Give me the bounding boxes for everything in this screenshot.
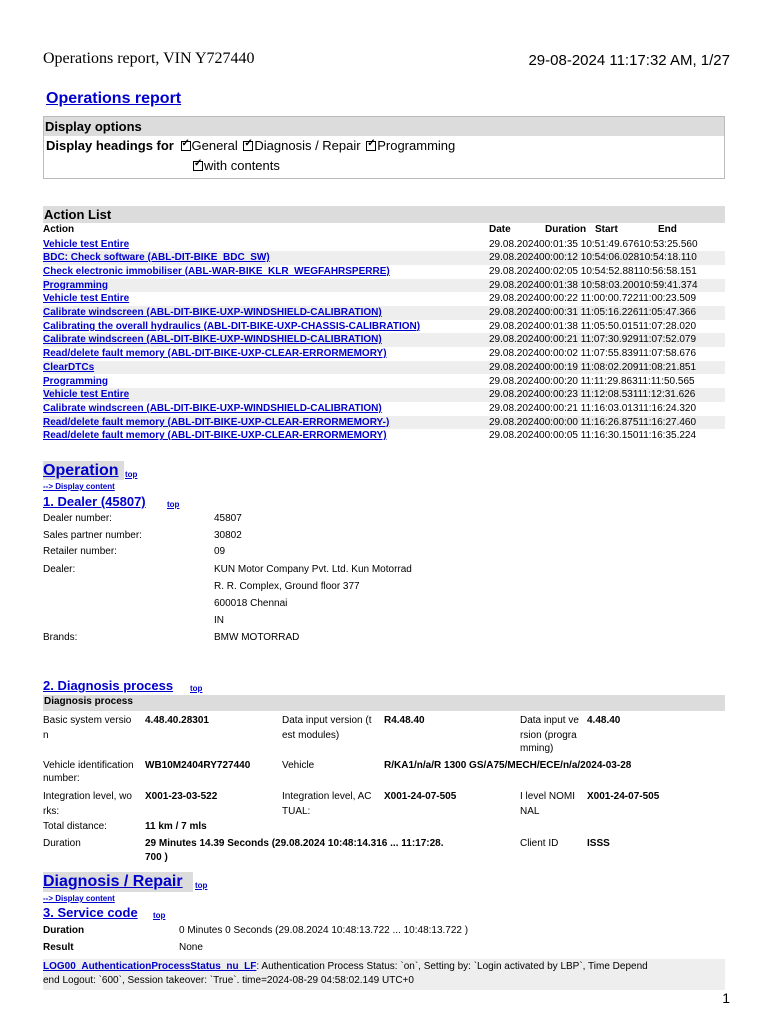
with-contents-checkbox[interactable] <box>193 161 203 171</box>
action-date-duration-start-end: 29.08.202400:00:22 11:00:00.72211:00:23.509 <box>489 293 697 305</box>
diag-repair-display-content-link[interactable]: --> Display content <box>43 894 115 903</box>
service-result-label: Result <box>43 942 74 953</box>
integration-works-label-1: Integration level, wo <box>43 791 132 802</box>
brands-value: BMW MOTORRAD <box>214 632 300 643</box>
duration-label: Duration <box>43 838 81 849</box>
table-row <box>43 320 725 334</box>
programming-checkbox[interactable] <box>366 141 376 151</box>
service-duration-label: Duration <box>43 925 85 936</box>
integration-works-value: X001-23-03-522 <box>145 791 218 802</box>
page-number: 1 <box>722 990 730 1006</box>
diagnosis-process-top-link[interactable]: top <box>190 684 203 693</box>
display-options-heading: Display options <box>44 117 724 136</box>
service-duration-value: 0 Minutes 0 Seconds (29.08.2024 10:48:13.722 ... 10:48:13.722 ) <box>179 925 469 936</box>
action-link[interactable]: Read/delete fault memory (ABL-DIT-BIKE-UXP-CLEAR-ERRORMEMORY) <box>43 348 387 360</box>
action-link[interactable]: Check electronic immobiliser (ABL-WAR-BIKE_KLR_WEGFAHRSPERRE) <box>43 265 390 277</box>
data-input-label-2: est modules) <box>282 730 340 741</box>
action-date-duration-start-end: 29.08.202400:00:19 11:08:02.20911:08:21.851 <box>489 361 697 373</box>
integration-actual-value: X001-24-07-505 <box>384 791 457 802</box>
data-input-prog-label-1: Data input ve <box>520 715 579 726</box>
table-row <box>43 265 725 279</box>
diag-repair-top-link[interactable]: top <box>195 881 208 890</box>
action-link[interactable]: Calibrate windscreen (ABL-DIT-BIKE-UXP-WINDSHIELD-CALIBRATION) <box>43 334 382 346</box>
col-end: End <box>658 224 677 235</box>
action-date-duration-start-end: 29.08.202400:00:20 11:11:29.86311:11:50.565 <box>489 375 695 387</box>
service-code-title[interactable]: 3. Service code <box>43 905 138 920</box>
action-link[interactable]: Calibrating the overall hydraulics (ABL-DIT-BIKE-UXP-CHASSIS-CALIBRATION) <box>43 320 421 332</box>
data-input-prog-value: 4.48.40 <box>587 715 621 726</box>
action-date-duration-start-end: 29.08.202400:00:23 11:12:08.53111:12:31.626 <box>489 389 696 401</box>
col-date: Date <box>489 224 511 235</box>
vehicle-label: Vehicle <box>282 760 315 771</box>
sales-partner-value: 30802 <box>214 530 242 541</box>
action-date-duration-start-end: 29.08.202400:02:05 10:54:52.88110:56:58.151 <box>489 265 697 277</box>
data-input-prog-label-3: mming) <box>520 743 554 754</box>
action-date-duration-start-end: 29.08.202400:01:35 10:51:49.67610:53:25.560 <box>489 238 698 250</box>
dealer-name-value: KUN Motor Company Pvt. Ltd. Kun Motorrad <box>214 564 412 575</box>
action-date-duration-start-end: 29.08.202400:01:38 11:05:50.01511:07:28.020 <box>489 320 697 332</box>
table-row <box>43 429 725 443</box>
duration-value-line1: 29 Minutes 14.39 Seconds (29.08.2024 10:48:14.316 ... 11:17:28. <box>145 838 444 849</box>
vin-label-1: Vehicle identification <box>43 760 134 771</box>
action-date-duration-start-end: 29.08.202400:00:00 11:16:26.87511:16:27.460 <box>489 416 697 428</box>
service-result-value: None <box>179 942 203 953</box>
integration-works-label-2: rks: <box>43 806 60 817</box>
action-link[interactable]: Read/delete fault memory (ABL-DIT-BIKE-UXP-CLEAR-ERRORMEMORY-) <box>43 416 390 428</box>
data-input-value: R4.48.40 <box>384 715 425 726</box>
table-row <box>43 361 725 375</box>
option-with-contents[interactable]: ✓with contents <box>193 158 280 173</box>
retailer-number-label: Retailer number: <box>43 546 117 557</box>
action-list-columns <box>43 223 725 237</box>
service-code-top-link[interactable]: top <box>153 911 166 920</box>
operation-top-link[interactable]: top <box>125 470 138 479</box>
basic-system-label-2: n <box>43 730 49 741</box>
display-headings-label: Display headings for <box>46 138 174 153</box>
action-list-heading: Action List <box>43 206 725 223</box>
total-distance-label: Total distance: <box>43 821 107 832</box>
report-header-title: Operations report, VIN Y727440 <box>43 50 255 67</box>
table-row <box>43 292 725 306</box>
table-row <box>43 279 725 293</box>
general-checkbox[interactable] <box>181 141 191 151</box>
table-row <box>43 375 725 389</box>
operation-display-content-link[interactable]: --> Display content <box>43 482 115 491</box>
table-row <box>43 306 725 320</box>
action-date-duration-start-end: 29.08.202400:00:31 11:05:16.22611:05:47.366 <box>489 307 697 318</box>
dealer-city-line: 600018 Chennai <box>214 598 288 609</box>
action-date-duration-start-end: 29.08.202400:00:21 11:16:03.01311:16:24.320 <box>489 402 697 414</box>
action-link[interactable]: Read/delete fault memory (ABL-DIT-BIKE-UXP-CLEAR-ERRORMEMORY) <box>43 430 387 442</box>
diagnosis-process-bar: Diagnosis process <box>43 695 725 711</box>
action-date-duration-start-end: 29.08.202400:00:12 10:54:06.02810:54:18.110 <box>489 252 697 264</box>
log-entry-text1: : Authentication Process Status: `on`, Setting by: `Login activated by LBP`, Time Depend <box>256 961 648 972</box>
log-entry-line1 <box>43 961 648 972</box>
table-row <box>43 388 725 402</box>
brands-label: Brands: <box>43 632 78 643</box>
operation-title[interactable]: Operation <box>43 462 119 479</box>
total-distance-value: 11 km / 7 mls <box>145 821 207 832</box>
diagnosis-repair-checkbox[interactable] <box>243 141 253 151</box>
action-date-duration-start-end: 29.08.202400:00:05 11:16:30.15011:16:35.224 <box>489 430 697 442</box>
action-link[interactable]: BDC: Check software (ABL-DIT-BIKE_BDC_SW) <box>43 252 270 264</box>
dealer-section-title[interactable]: 1. Dealer (45807) <box>43 494 146 509</box>
action-link[interactable]: Programming <box>43 375 109 387</box>
action-date-duration-start-end: 29.08.202400:00:02 11:07:55.83911:07:58.676 <box>489 348 697 360</box>
sales-partner-label: Sales partner number: <box>43 530 142 541</box>
table-row <box>43 416 725 430</box>
ilevel-nominal-label-2: NAL <box>520 806 540 817</box>
table-row <box>43 251 725 265</box>
table-row <box>43 238 725 252</box>
action-date-duration-start-end: 29.08.202400:01:38 10:58:03.20010:59:41.374 <box>489 279 698 291</box>
action-link[interactable]: Vehicle test Entire <box>43 293 130 305</box>
dealer-top-link[interactable]: top <box>167 500 180 509</box>
action-link[interactable]: Vehicle test Entire <box>43 389 130 401</box>
client-id-value: ISSS <box>587 838 610 849</box>
retailer-number-value: 09 <box>214 546 226 557</box>
basic-system-value: 4.48.40.28301 <box>145 715 209 726</box>
vehicle-value: R/KA1/n/a/R 1300 GS/A75/MECH/ECE/n/a/2024-03-28 <box>384 760 632 771</box>
table-row <box>43 333 725 347</box>
dealer-label: Dealer: <box>43 564 76 575</box>
dealer-number-label: Dealer number: <box>43 513 112 524</box>
col-duration: Duration <box>545 224 587 235</box>
dealer-address-line: R. R. Complex, Ground floor 377 <box>214 581 360 592</box>
diag-repair-title[interactable]: Diagnosis / Repair <box>43 873 183 890</box>
table-row <box>43 347 725 361</box>
basic-system-label-1: Basic system versio <box>43 715 132 726</box>
dealer-country-line: IN <box>214 615 224 626</box>
option-diagnosis-repair[interactable]: ✓ Diagnosis / Repair <box>243 138 360 153</box>
action-date-duration-start-end: 29.08.202400:00:21 11:07:30.92911:07:52.079 <box>489 334 697 346</box>
log-entry-link[interactable]: LOG00_AuthenticationProcessStatus_nu_LF <box>43 961 257 972</box>
option-programming[interactable]: ✓ Programming <box>366 138 455 153</box>
diagnosis-process-title[interactable]: 2. Diagnosis process <box>43 678 174 693</box>
option-general[interactable]: ✓ General <box>181 138 238 153</box>
report-header-date-page: 29-08-2024 11:17:32 AM, 1/27 <box>528 52 730 69</box>
col-action: Action <box>43 224 75 235</box>
action-link[interactable]: Calibrate windscreen (ABL-DIT-BIKE-UXP-WINDSHIELD-CALIBRATION) <box>43 307 382 318</box>
data-input-label-1: Data input version (t <box>282 715 372 726</box>
vin-label-2: number: <box>43 773 80 784</box>
duration-value-line2: 700 ) <box>145 852 168 863</box>
table-row <box>43 402 725 416</box>
action-link[interactable]: Programming <box>43 279 109 291</box>
ilevel-nominal-value: X001-24-07-505 <box>587 791 660 802</box>
data-input-prog-label-2: rsion (progra <box>520 730 577 741</box>
action-link[interactable]: Vehicle test Entire <box>43 238 130 250</box>
action-link[interactable]: Calibrate windscreen (ABL-DIT-BIKE-UXP-WINDSHIELD-CALIBRATION) <box>43 402 382 414</box>
col-start: Start <box>595 224 618 235</box>
client-id-label: Client ID <box>520 838 559 849</box>
ilevel-nominal-label-1: I level NOMI <box>520 791 576 802</box>
dealer-number-value: 45807 <box>214 513 242 524</box>
display-options-box <box>43 116 725 179</box>
integration-actual-label-2: TUAL: <box>282 806 311 817</box>
vin-value: WB10M2404RY727440 <box>145 760 251 771</box>
integration-actual-label-1: Integration level, AC <box>282 791 372 802</box>
operations-report-link[interactable]: Operations report <box>46 90 182 107</box>
log-entry-line2: end Logout: `600`, Session takeover: `True`. time=2024-08-29 04:58:02.149 UTC+0 <box>43 975 414 986</box>
action-link[interactable]: ClearDTCs <box>43 361 95 373</box>
